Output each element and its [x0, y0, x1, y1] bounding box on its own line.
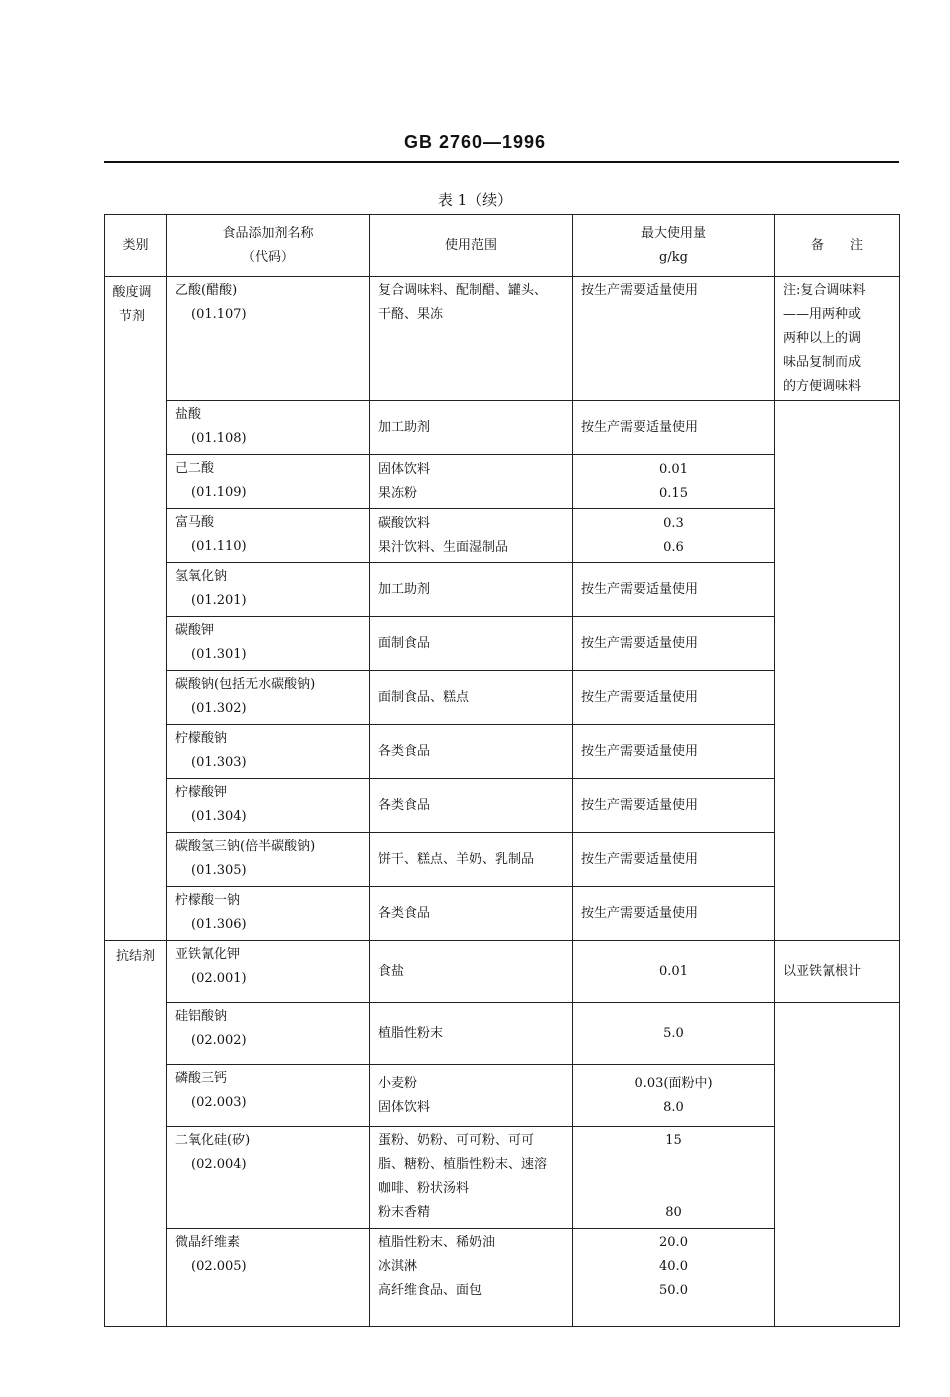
- scope-cell: 饼干、糕点、羊奶、乳制品: [370, 833, 573, 887]
- additive-name-cell: 碳酸钠(包括无水碳酸钠) (01.302): [167, 671, 370, 725]
- scope-cell: 各类食品: [370, 779, 573, 833]
- scope-cell: 食盐: [370, 941, 573, 1003]
- scope-cell: 各类食品: [370, 887, 573, 941]
- amount-cell: 按生产需要适量使用: [573, 833, 775, 887]
- table-row: [105, 277, 900, 401]
- amount-cell: 按生产需要适量使用: [573, 779, 775, 833]
- additive-name-cell: 硅铝酸钠 (02.002): [167, 1003, 370, 1065]
- table-row: [105, 941, 900, 1003]
- table-row: [105, 1003, 900, 1065]
- note-cell-empty: [775, 401, 900, 941]
- col-header-note: 备 注: [775, 215, 900, 277]
- additive-name-cell: 氢氧化钠 (01.201): [167, 563, 370, 617]
- col-header-max: 最大使用量 g/kg: [573, 215, 775, 277]
- additive-name-cell: 柠檬酸钾 (01.304): [167, 779, 370, 833]
- note-cell-empty: [775, 1003, 900, 1327]
- note-cell: 以亚铁氰根计: [775, 941, 900, 1003]
- header-rule: [104, 161, 899, 163]
- scope-cell: 小麦粉 固体饮料: [370, 1065, 573, 1127]
- additive-name-cell: 碳酸钾 (01.301): [167, 617, 370, 671]
- additive-name-cell: 微晶纤维素 (02.005): [167, 1229, 370, 1327]
- additive-name-cell: 磷酸三钙 (02.003): [167, 1065, 370, 1127]
- additive-name-cell: 碳酸氢三钠(倍半碳酸钠) (01.305): [167, 833, 370, 887]
- scope-cell: 固体饮料 果冻粉: [370, 455, 573, 509]
- additive-name-cell: 柠檬酸一钠 (01.306): [167, 887, 370, 941]
- amount-cell: 20.0 40.0 50.0: [573, 1229, 775, 1327]
- amount-cell: 按生产需要适量使用: [573, 401, 775, 455]
- additive-name-cell: 富马酸 (01.110): [167, 509, 370, 563]
- scope-cell: 植脂性粉末: [370, 1003, 573, 1065]
- scope-cell: 蛋粉、奶粉、可可粉、可可 脂、糖粉、植脂性粉末、速溶 咖啡、粉状汤料 粉末香精: [370, 1127, 573, 1229]
- additive-name-cell: 二氧化硅(矽) (02.004): [167, 1127, 370, 1229]
- additive-name-cell: 柠檬酸钠 (01.303): [167, 725, 370, 779]
- additive-name-cell: 己二酸 (01.109): [167, 455, 370, 509]
- scope-cell: 加工助剂: [370, 563, 573, 617]
- amount-cell: 0.01 0.15: [573, 455, 775, 509]
- scope-cell: 加工助剂: [370, 401, 573, 455]
- scope-cell: 碳酸饮料 果汁饮料、生面湿制品: [370, 509, 573, 563]
- amount-cell: 0.01: [573, 941, 775, 1003]
- category-cell-anticaking: 抗结剂: [105, 941, 167, 1327]
- amount-cell: 按生产需要适量使用: [573, 671, 775, 725]
- col-header-scope: 使用范围: [370, 215, 573, 277]
- amount-cell: 0.03(面粉中) 8.0: [573, 1065, 775, 1127]
- scope-cell: 复合调味料、配制醋、罐头、 干酪、果冻: [370, 277, 573, 401]
- amount-cell: 按生产需要适量使用: [573, 617, 775, 671]
- col-header-category: 类别: [105, 215, 167, 277]
- additive-name-cell: 盐酸 (01.108): [167, 401, 370, 455]
- additive-name-cell: 乙酸(醋酸) (01.107): [167, 277, 370, 401]
- amount-cell: 5.0: [573, 1003, 775, 1065]
- amount-cell: 按生产需要适量使用: [573, 277, 775, 401]
- table-row: [105, 401, 900, 455]
- table-header-row: [105, 215, 900, 277]
- scope-cell: 植脂性粉末、稀奶油 冰淇淋 高纤维食品、面包: [370, 1229, 573, 1327]
- scope-cell: 面制食品、糕点: [370, 671, 573, 725]
- amount-cell: 15 80: [573, 1127, 775, 1229]
- col-header-name: 食品添加剂名称 （代码）: [167, 215, 370, 277]
- amount-cell: 按生产需要适量使用: [573, 563, 775, 617]
- additive-name-cell: 亚铁氰化钾 (02.001): [167, 941, 370, 1003]
- standard-number-header: GB 2760—1996: [403, 132, 547, 152]
- scope-cell: 各类食品: [370, 725, 573, 779]
- note-cell: 注:复合调味料 ——用两种或 两种以上的调 味品复制而成 的方便调味料: [775, 277, 900, 401]
- amount-cell: 0.3 0.6: [573, 509, 775, 563]
- amount-cell: 按生产需要适量使用: [573, 887, 775, 941]
- category-cell-acidity: 酸度调节剂: [105, 277, 167, 941]
- amount-cell: 按生产需要适量使用: [573, 725, 775, 779]
- table-caption: 表 1（续）: [437, 191, 513, 209]
- additive-table: [104, 214, 900, 1327]
- scope-cell: 面制食品: [370, 617, 573, 671]
